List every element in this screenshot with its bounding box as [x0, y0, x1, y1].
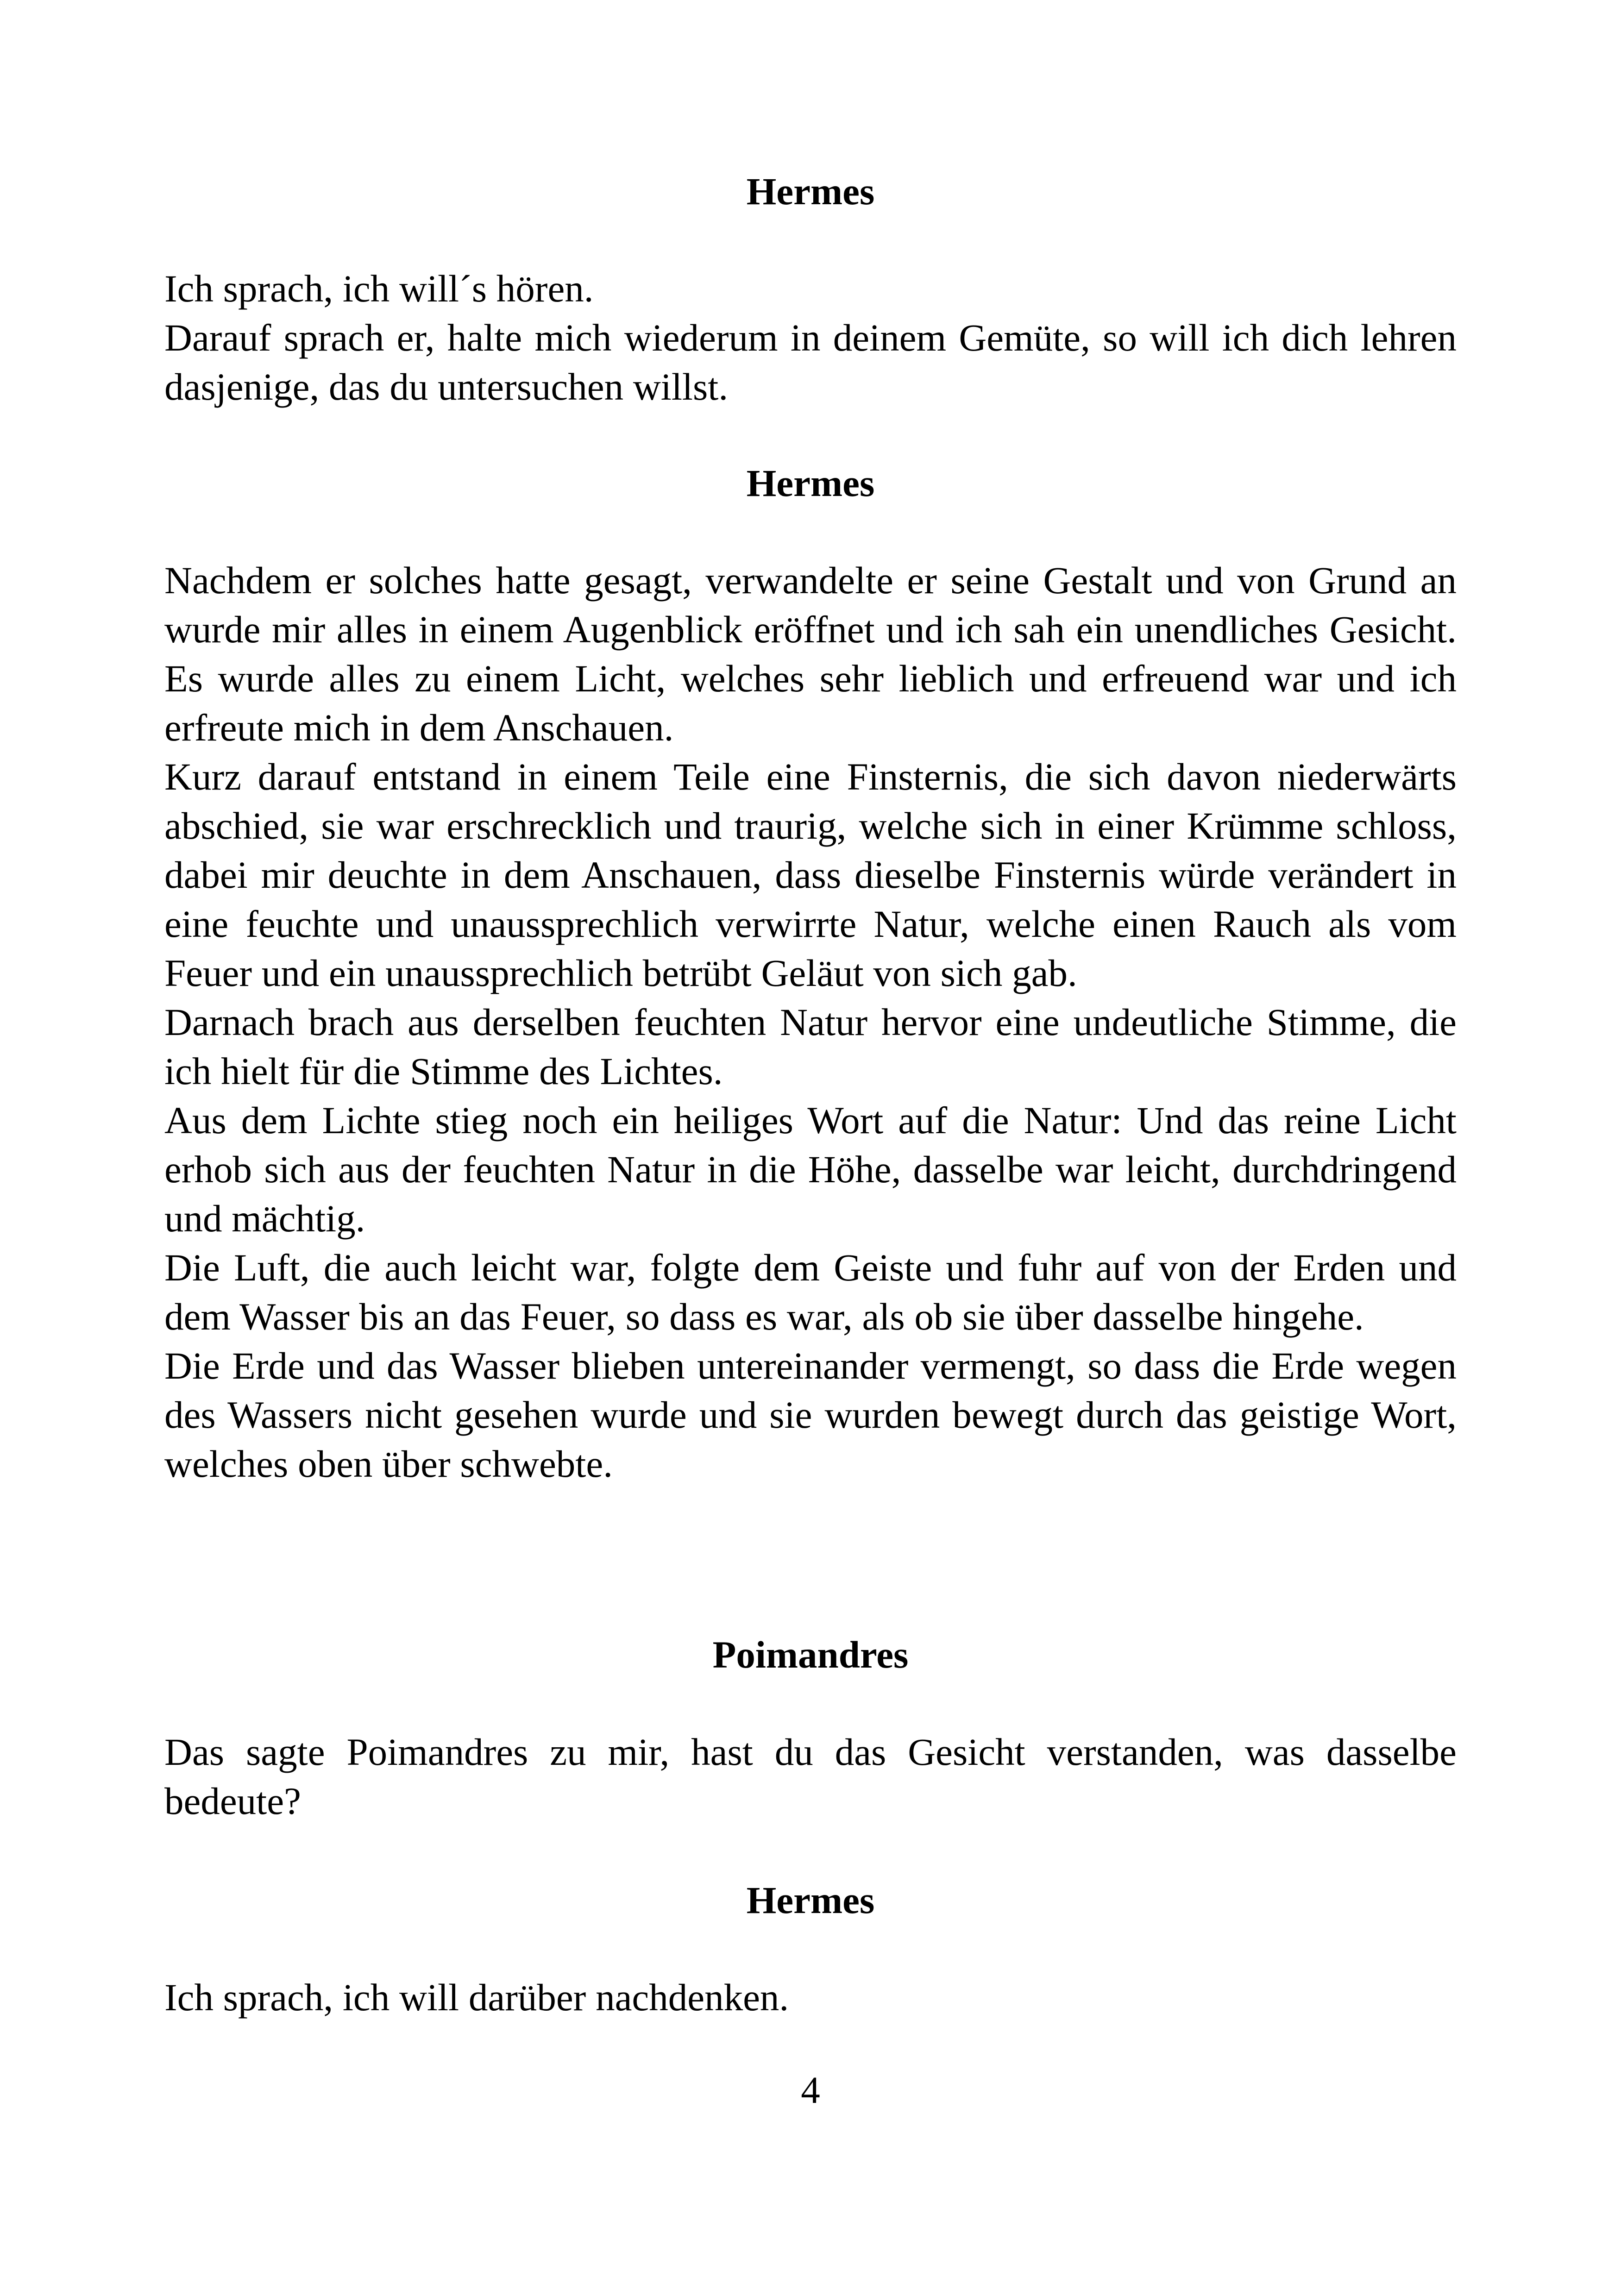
- paragraph: Die Erde und das Wasser blieben untereinander vermengt, so dass die Erde wegen des Wassers nicht gesehen wurde und sie wurden bewegt durch das geistige Wort, welches oben über schwebte.: [164, 1344, 1457, 1485]
- paragraph: Darnach brach aus derselben feuchten Natur hervor eine undeutliche Stimme, die ich hielt für die Stimme des Lichtes.: [164, 1001, 1457, 1092]
- section-body-1: [164, 264, 1457, 411]
- section-heading-hermes-1: Hermes: [746, 170, 875, 213]
- paragraph: Ich sprach, ich will´s hören.: [164, 267, 594, 310]
- paragraph: Ich sprach, ich will darüber nachdenken.: [164, 1976, 789, 2019]
- section-heading-poimandres: Poimandres: [712, 1633, 909, 1676]
- section-body-4: [164, 1973, 1457, 2022]
- paragraph: Die Luft, die auch leicht war, folgte dem Geiste und fuhr auf von der Erden und dem Wasser bis an das Feuer, so dass es war, als ob sie über dasselbe hingehe.: [164, 1246, 1457, 1338]
- section-heading-hermes-3: Hermes: [746, 1879, 875, 1921]
- paragraph: Das sagte Poimandres zu mir, hast du das Gesicht verstanden, was dasselbe bedeute?: [164, 1731, 1457, 1822]
- page-number: 4: [801, 2069, 820, 2111]
- section-heading-hermes-2: Hermes: [746, 462, 875, 504]
- paragraph: Kurz darauf entstand in einem Teile eine Finsternis, die sich davon niederwärts abschied, sie war erschrecklich und traurig, welche sich in einer Krümme schloss, dabei mir deuchte in dem Anschauen, dass dieselbe Finsternis würde verändert in eine feuchte und unaussprechlich verwirrte Natur, welche einen Rauch als vom Feuer und ein unaussprechlich betrübt Geläut von sich gab.: [164, 755, 1457, 994]
- paragraph: Aus dem Lichte stieg noch ein heiliges Wort auf die Natur: Und das reine Licht erhob sich aus der feuchten Natur in die Höhe, dasselbe war leicht, durchdringend und mächtig.: [164, 1099, 1457, 1240]
- section-body-3: [164, 1727, 1457, 1826]
- section-body-2: [164, 556, 1457, 1488]
- paragraph: Nachdem er solches hatte gesagt, verwandelte er seine Gestalt und von Grund an wurde mir alles in einem Augenblick eröffnet und ich sah ein unendliches Gesicht. Es wurde alles zu einem Licht, welches sehr lieblich und erfreuend war und ich erfreute mich in dem Anschauen.: [164, 559, 1457, 749]
- paragraph: Darauf sprach er, halte mich wiederum in deinem Gemüte, so will ich dich lehren dasjenige, das du untersuchen willst.: [164, 316, 1457, 408]
